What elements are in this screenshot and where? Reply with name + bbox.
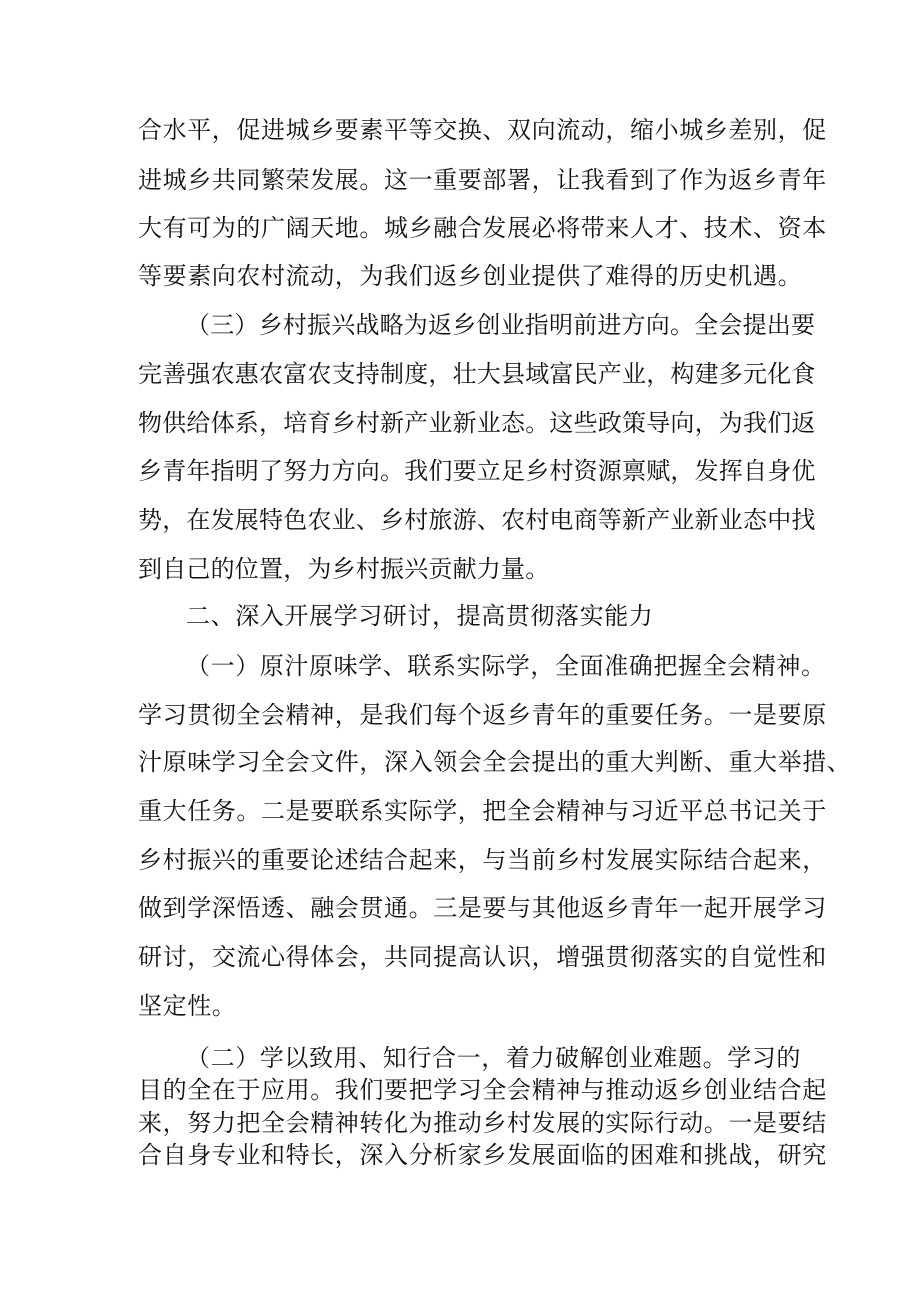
text-line: 来，努力把全会精神转化为推动乡村发展的实际行动。一是要结: [138, 1109, 827, 1137]
text-line: 坚定性。: [138, 992, 237, 1020]
text-line: （一）原汁原味学、联系实际学，全面准确把握全会精神。: [186, 652, 826, 680]
text-line: 合水平，促进城乡要素平等交换、双向流动，缩小城乡差别，促: [138, 116, 827, 144]
text-line: 目的全在于应用。我们要把学习全会精神与推动返乡创业结合起: [138, 1076, 827, 1104]
text-line: 合自身专业和特长，深入分析家乡发展面临的困难和挑战，研究: [138, 1141, 827, 1169]
text-line: 乡村振兴的重要论述结合起来，与当前乡村发展实际结合起来，: [138, 846, 827, 874]
text-line: 完善强农惠农富农支持制度，壮大县域富民产业，构建多元化食: [138, 360, 816, 388]
text-line: 学习贯彻全会精神，是我们每个返乡青年的重要任务。一是要原: [138, 701, 827, 729]
section-heading-text: 二、深入开展学习研讨，提高贯彻落实能力: [186, 602, 654, 630]
text-line: 到自己的位置，为乡村振兴贡献力量。: [138, 555, 550, 583]
text-line: （二）学以致用、知行合一，着力破解创业难题。学习的: [186, 1044, 801, 1072]
text-line: 汁原味学习全会文件，深入领会全会提出的重大判断、重大举措、: [138, 748, 852, 776]
text-line: 等要素向农村流动，为我们返乡创业提供了难得的历史机遇。: [138, 262, 803, 290]
text-line: 研讨，交流心得体会，共同提高认识，增强贯彻落实的自觉性和: [138, 943, 827, 971]
text-line: 势，在发展特色农业、乡村旅游、农村电商等新产业新业态中找: [138, 506, 816, 534]
text-line: 做到学深悟透、融会贯通。三是要与其他返乡青年一起开展学习: [138, 894, 827, 922]
text-line: 乡青年指明了努力方向。我们要立足乡村资源禀赋，发挥自身优: [138, 457, 816, 485]
text-line: 重大任务。二是要联系实际学，把全会精神与习近平总书记关于: [138, 797, 827, 825]
text-line: （三）乡村振兴战略为返乡创业指明前进方向。全会提出要: [186, 311, 816, 339]
text-line: 物供给体系，培育乡村新产业新业态。这些政策导向，为我们返: [138, 409, 816, 437]
text-line: 大有可为的广阔天地。城乡融合发展必将带来人才、技术、资本: [138, 214, 827, 242]
text-line: 进城乡共同繁荣发展。这一重要部署，让我看到了作为返乡青年: [138, 166, 827, 194]
